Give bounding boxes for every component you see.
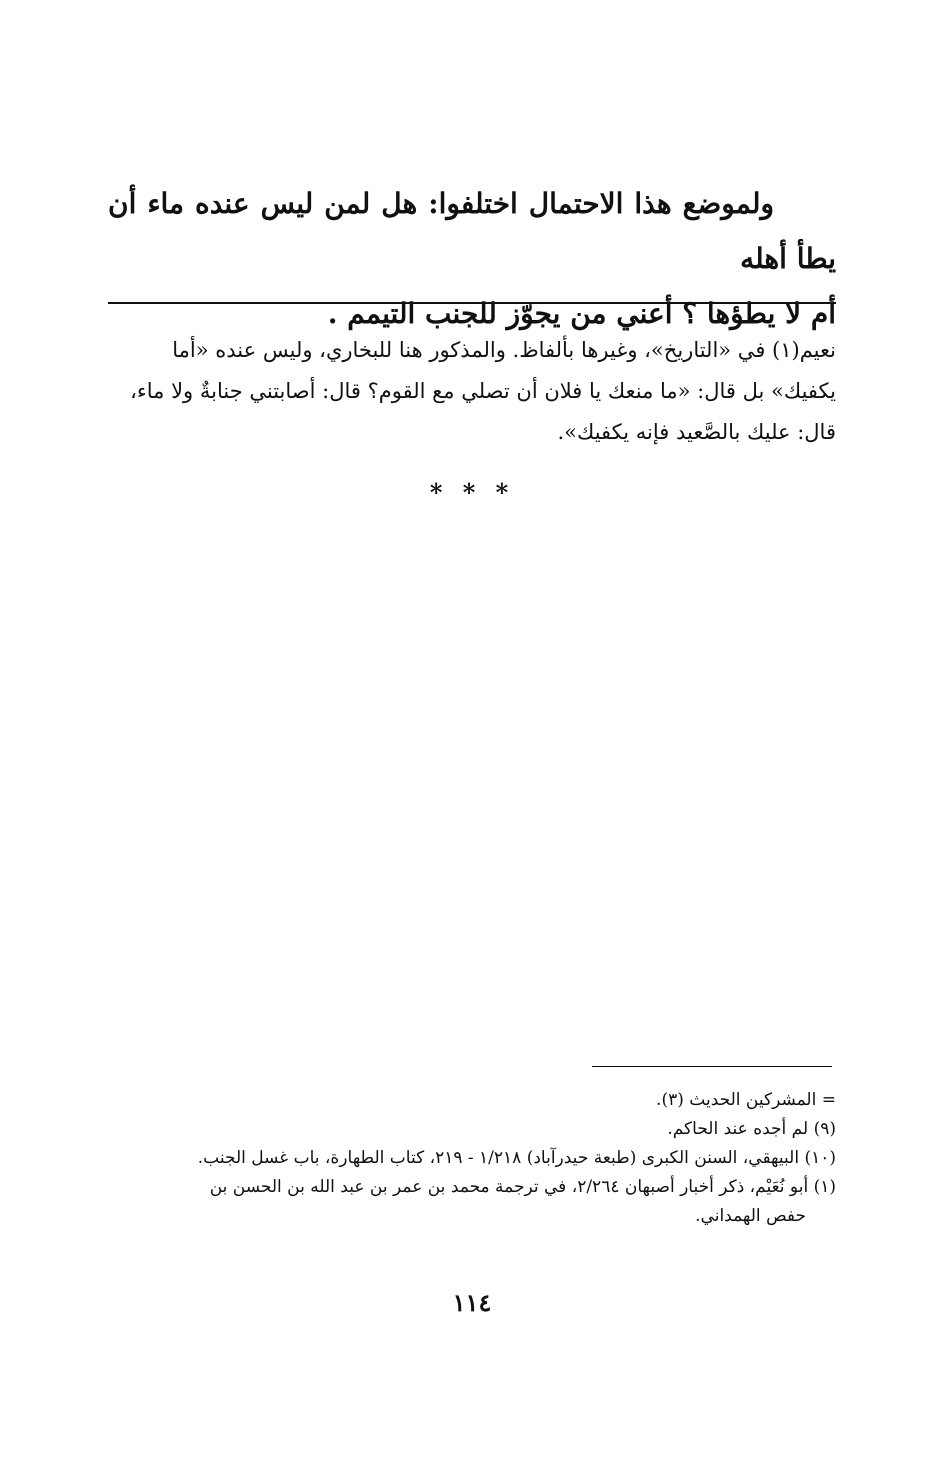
note-line-2: يكفيك» بل قال: «ما منعك يا فلان أن تصلي مع القوم؟ قال: أصابتني جنابةٌ ولا ماء، xyxy=(130,379,836,403)
footnotes xyxy=(108,1086,836,1231)
footnote-divider xyxy=(592,1066,832,1067)
footnote-9: (٩) لم أجده عند الحاكم. xyxy=(667,1119,836,1139)
footnote-10: (١٠) البيهقي، السنن الكبرى (طبعة حيدرآباد) ١/٢١٨ - ٢١٩، كتاب الطهارة، باب غسل الجنب. xyxy=(197,1148,836,1168)
footnote-1: (١) أبو نُعَيْم، ذكر أخبار أصبهان ٢/٢٦٤، في ترجمة محمد بن عمر بن عبد الله بن الحسن بن xyxy=(209,1177,836,1197)
footnote-1-continuation: حفص الهمداني. xyxy=(695,1206,806,1226)
page-number: ١١٤ xyxy=(452,1288,492,1317)
section-separator: * * * xyxy=(429,478,515,507)
main-paragraph xyxy=(108,176,836,341)
main-divider xyxy=(108,302,836,304)
continued-footnote-block xyxy=(108,330,836,453)
main-text-line-2: أم لا يطؤها ؟ أعني من يجوّز للجنب التيمم . xyxy=(327,297,836,330)
note-line-1: نعيم(١) في «التاريخ»، وغيرها بألفاظ. والمذكور هنا للبخاري، وليس عنده «أما xyxy=(172,338,836,362)
footnote-continued: = المشركين الحديث (٣). xyxy=(656,1090,836,1110)
main-text-line-1: ولموضع هذا الاحتمال اختلفوا: هل لمن ليس عنده ماء أن يطأ أهله xyxy=(108,187,836,275)
note-line-3: قال: عليك بالصَّعيد فإنه يكفيك». xyxy=(557,420,836,444)
